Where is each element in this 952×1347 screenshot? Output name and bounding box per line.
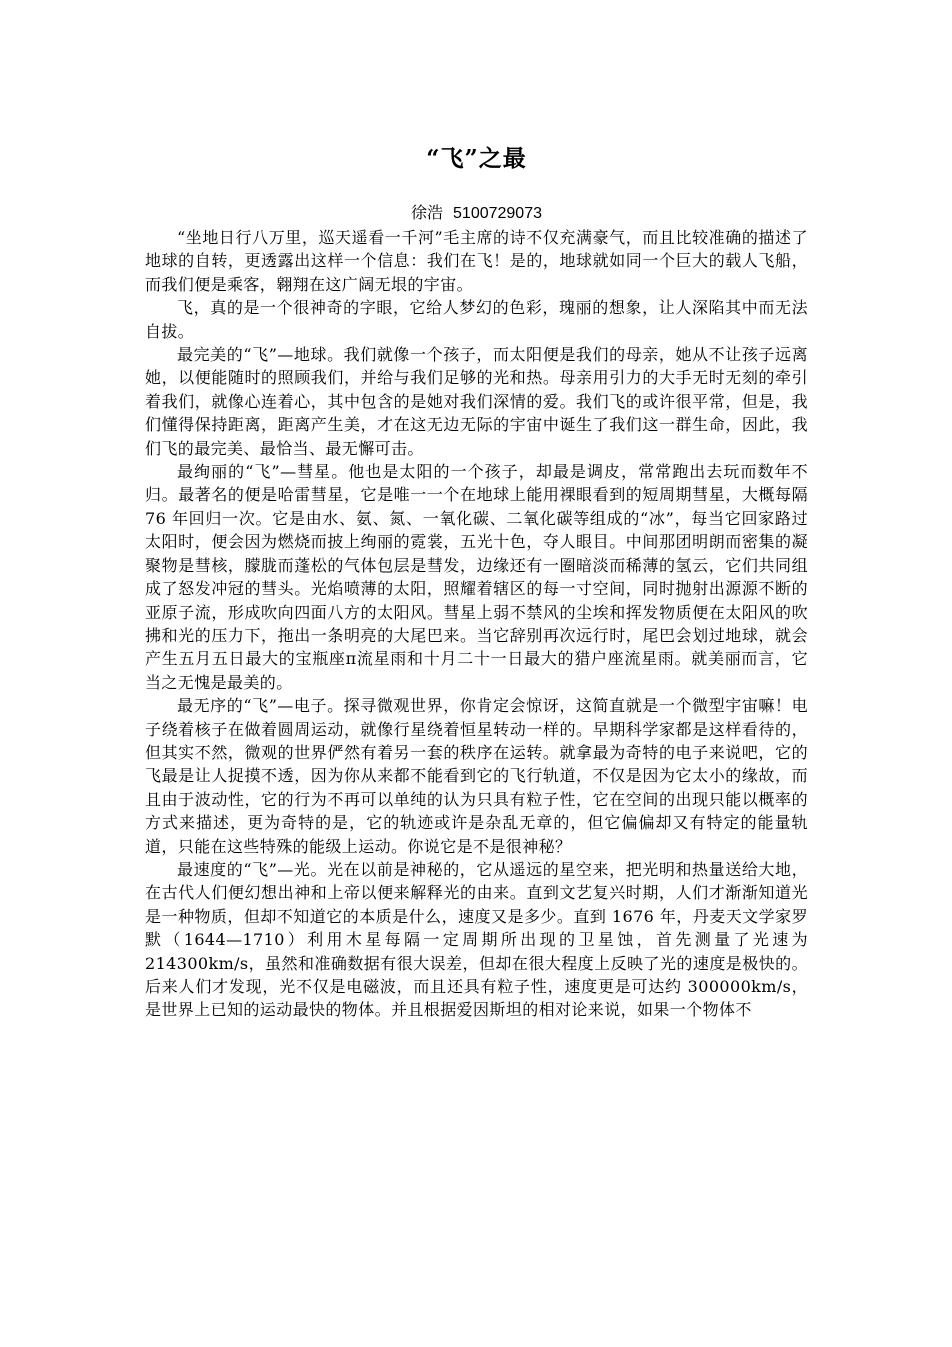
document-page bbox=[145, 140, 808, 1022]
paragraph-fly: 飞，真的是一个很神奇的字眼，它给人梦幻的色彩，瑰丽的想象，让人深陷其中而无法自拔。 bbox=[145, 298, 808, 341]
paragraph-light: 最速度的“飞”—光。光在以前是神秘的，它从遥远的星空来，把光明和热量送给大地，在古代人们便幻想出神和上帝以便来解释光的由来。直到文艺复兴时期，人们才渐渐知道光是一种物质，但却不知道它的本质是什么，速度又是多少。直到 1676 年，丹麦天文学家罗默（1644—1710）利用木星每隔一定周期所出现的卫星蚀，首先测量了光速为 214300km/s，虽然和准确数据有很大误差，但却在很大程度上反映了光的速度是极快的。后来人们才发现，光不仅是电磁波，而且还具有粒子性，速度更是可达约 300000km/s，是世界上已知的运动最快的物体。并且根据爱因斯坦的相对论来说，如果一个物体不 bbox=[145, 859, 808, 1020]
document-title: “飞”之最 bbox=[426, 145, 527, 172]
paragraph-comet: 最绚丽的“飞”—彗星。他也是太阳的一个孩子，却最是调皮，常常跑出去玩而数年不归。最著名的便是哈雷彗星，它是唯一一个在地球上能用裸眼看到的短周期彗星，大概每隔 76 年回归一次。它是由水、氨、氮、一氧化碳、二氧化碳等组成的“冰”，每当它回家路过太阳时，便会因为燃烧而披上绚丽的霓裳，五光十色，夺人眼目。中间那团明朗而密集的凝聚物是彗核，朦胧而蓬松的气体包层是彗发，边缘还有一圈暗淡而稀薄的氢云，它们共同组成了怒发冲冠的彗头。光焰喷薄的太阳，照耀着辖区的每一寸空间，同时抛射出源源不断的亚原子流，形成吹向四面八方的太阳风。彗星上弱不禁风的尘埃和挥发物质便在太阳风的吹拂和光的压力下，拖出一条明亮的大尾巴来。当它辞别再次远行时，尾巴会划过地球，就会产生五月五日最大的宝瓶座π流星雨和十月二十一日最大的猎户座流星雨。就美丽而言，它当之无愧是最美的。 bbox=[145, 462, 808, 692]
paragraph-earth: 最完美的“飞”—地球。我们就像一个孩子，而太阳便是我们的母亲，她从不让孩子远离她，以便能随时的照顾我们，并给与我们足够的光和热。母亲用引力的大手无时无刻的牵引着我们，就像心连着心，其中包含的是她对我们深情的爱。我们飞的或许很平常，但是，我们懂得保持距离，距离产生美，才在这无边无际的宇宙中诞生了我们这一群生命，因此，我们飞的最完美、最恰当、最无懈可击。 bbox=[145, 345, 808, 458]
author-line bbox=[145, 203, 808, 224]
author-name: 徐浩 bbox=[411, 203, 444, 222]
paragraph-intro: “坐地日行八万里，巡天遥看一千河”毛主席的诗不仅充满豪气，而且比较准确的描述了地球的自转，更透露出这样一个信息：我们在飞！是的，地球就如同一个巨大的载人飞船，而我们便是乘客，翱翔在这广阔无垠的宇宙。 bbox=[145, 228, 808, 294]
author-id: 5100729073 bbox=[453, 205, 542, 222]
paragraph-electron: 最无序的“飞”—电子。探寻微观世界，你肯定会惊讶，这简直就是一个微型宇宙嘛！电子绕着核子在做着圆周运动，就像行星绕着恒星转动一样的。早期科学家都是这样看待的，但其实不然，微观的世界俨然有着另一套的秩序在运转。就拿最为奇特的电子来说吧，它的飞最是让人捉摸不透，因为你从来都不能看到它的飞行轨道，不仅是因为它太小的缘故，而且由于波动性，它的行为不再可以单纯的认为只具有粒子性，它在空间的出现只能以概率的方式来描述，更为奇特的是，它的轨迹或许是杂乱无章的，但它偏偏却又有特定的能量轨道，只能在这些特殊的能级上运动。你说它是不是很神秘？ bbox=[145, 696, 808, 856]
